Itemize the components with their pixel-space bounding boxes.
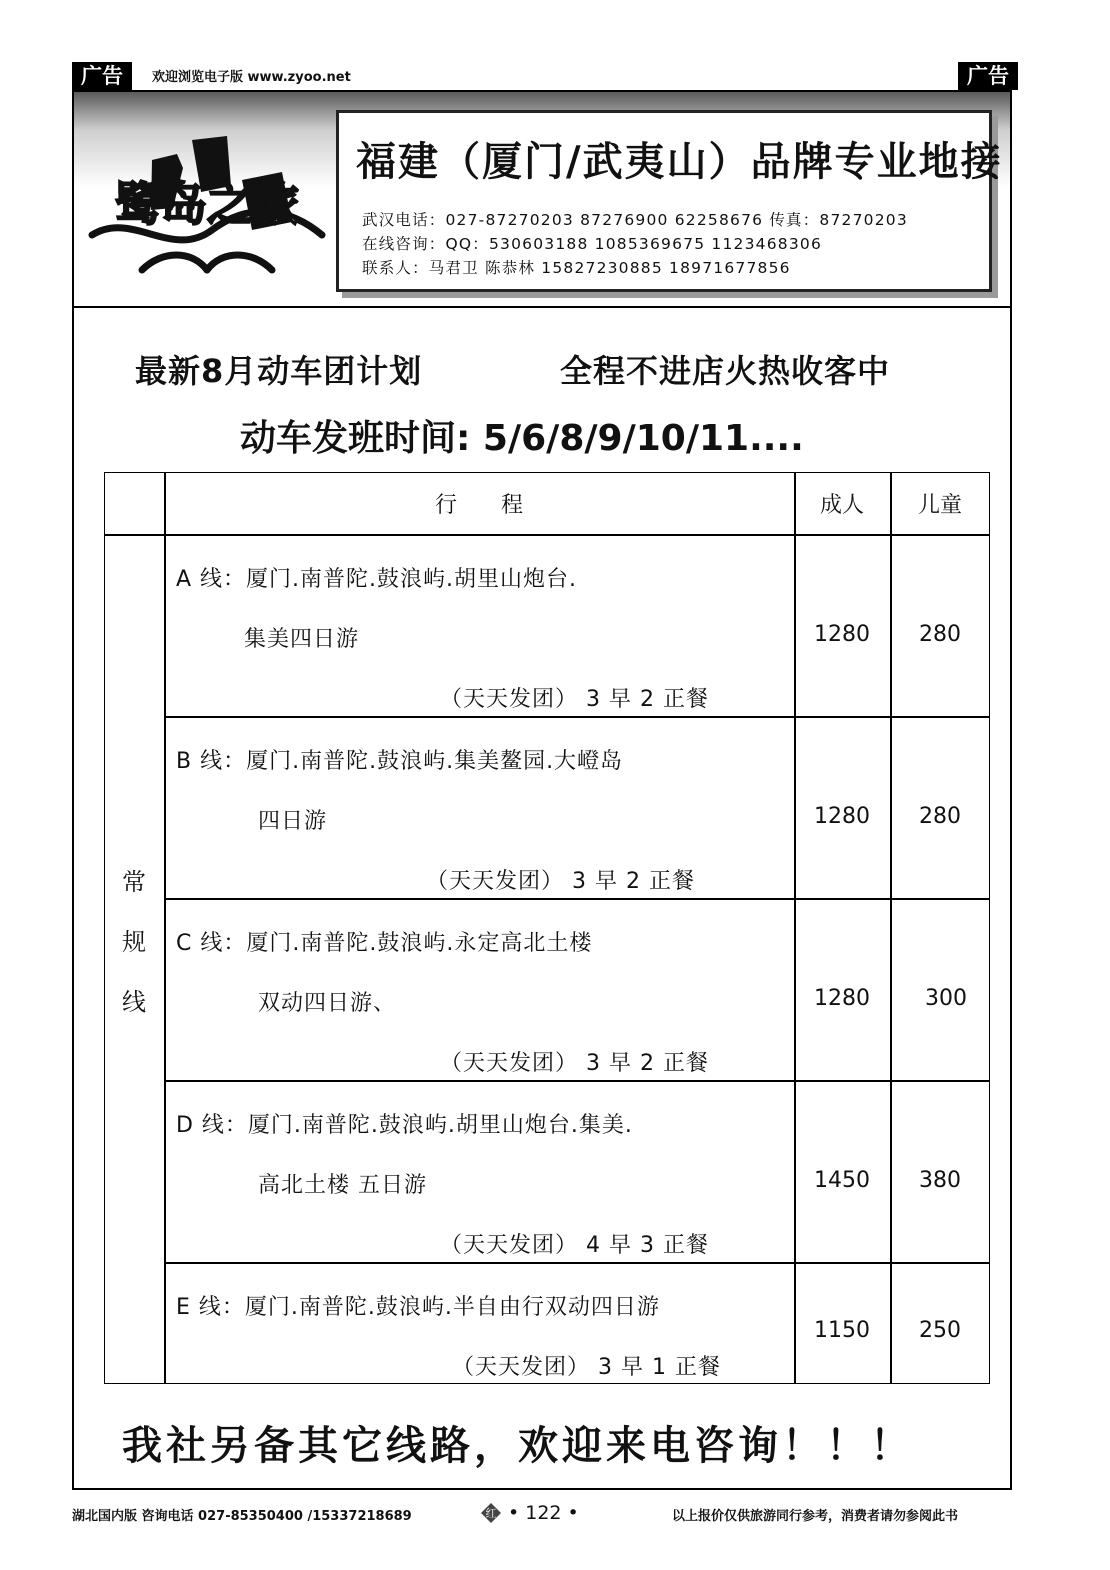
logo-text: 鹭岛之旅 (115, 177, 299, 231)
welcome-text: 欢迎浏览电子版 www.zyoo.net (152, 70, 351, 85)
contact-person: 联系人：马君卫 陈恭林 15827230885 18971677856 (362, 259, 791, 277)
page-badge-icon (480, 1502, 502, 1524)
route-schedule: （天天发团） 3 早 2 正餐 (440, 1051, 709, 1076)
route-line-title: E 线：厦门.南普陀.鼓浪屿.半自由行双动四日游 (176, 1295, 660, 1320)
ad-tag-left: 广告 (72, 62, 132, 90)
price-adult: 1280 (814, 986, 870, 1011)
bottom-slogan: 我社另备其它线路，欢迎来电咨询！！！ (122, 1423, 914, 1469)
header-adult: 成人 (819, 493, 864, 518)
route-line-title: A 线：厦门.南普陀.鼓浪屿.胡里山炮台. (176, 567, 578, 592)
banner-divider (74, 306, 1012, 308)
brand-title: 福建（厦门/武夷山）品牌专业地接 (356, 138, 1003, 185)
headline-departure-dates: 动车发班时间: 5/6/8/9/10/11.... (240, 418, 804, 459)
route-schedule: （天天发团） 3 早 1 正餐 (452, 1355, 721, 1380)
price-child: 280 (919, 804, 961, 829)
page-number: • 122 • (508, 1502, 579, 1524)
header-child: 儿童 (917, 493, 962, 518)
table-divider (164, 1080, 990, 1082)
route-line-subtitle: 高北土楼 五日游 (258, 1173, 427, 1198)
price-child: 250 (919, 1318, 961, 1343)
route-line-title: C 线：厦门.南普陀.鼓浪屿.永定高北土楼 (176, 931, 593, 956)
price-child: 280 (919, 622, 961, 647)
price-adult: 1280 (814, 804, 870, 829)
price-adult: 1150 (814, 1318, 870, 1343)
route-line-title: D 线：厦门.南普陀.鼓浪屿.胡里山炮台.集美. (176, 1113, 633, 1138)
price-adult: 1280 (814, 622, 870, 647)
price-adult: 1450 (814, 1168, 870, 1193)
route-line-subtitle: 集美四日游 (244, 627, 360, 652)
table-divider (104, 534, 990, 536)
logo-emblem (82, 120, 332, 290)
category-char: 规 (122, 928, 146, 956)
route-line-title: B 线：厦门.南普陀.鼓浪屿.集美鳌园.大嶝岛 (176, 749, 624, 774)
ad-tag-right: 广告 (958, 62, 1018, 90)
category-char: 常 (122, 868, 146, 896)
table-divider (164, 898, 990, 900)
route-schedule: （天天发团） 3 早 2 正餐 (440, 687, 709, 712)
table-divider (164, 716, 990, 718)
route-line-subtitle: 四日游 (258, 809, 328, 834)
price-child: 300 (925, 986, 967, 1011)
headline-no-shop: 全程不进店火热收客中 (560, 352, 891, 390)
route-line-subtitle: 双动四日游、 (258, 991, 397, 1016)
category-char: 线 (122, 988, 146, 1016)
table-divider (794, 472, 796, 1384)
table-divider (890, 472, 892, 1384)
headline-plan: 最新8月动车团计划 (135, 352, 423, 390)
route-schedule: （天天发团） 3 早 2 正餐 (426, 869, 695, 894)
table-divider (164, 1262, 990, 1264)
contact-phone: 武汉电话：027-87270203 87276900 62258676 传真：87270203 (362, 211, 908, 229)
contact-qq: 在线咨询：QQ：530603188 1085369675 1123468306 (362, 235, 823, 253)
route-schedule: （天天发团） 4 早 3 正餐 (440, 1233, 709, 1258)
table-divider (164, 472, 166, 1384)
header-route: 行 程 (434, 493, 523, 518)
footer-disclaimer: 以上报价仅供旅游同行参考，消费者请勿参阅此书 (672, 1509, 959, 1524)
price-child: 380 (919, 1168, 961, 1193)
page-badge-text: 红 (485, 1507, 497, 1520)
footer-edition: 湖北国内版 咨询电话 027-85350400 /15337218689 (72, 1509, 412, 1524)
